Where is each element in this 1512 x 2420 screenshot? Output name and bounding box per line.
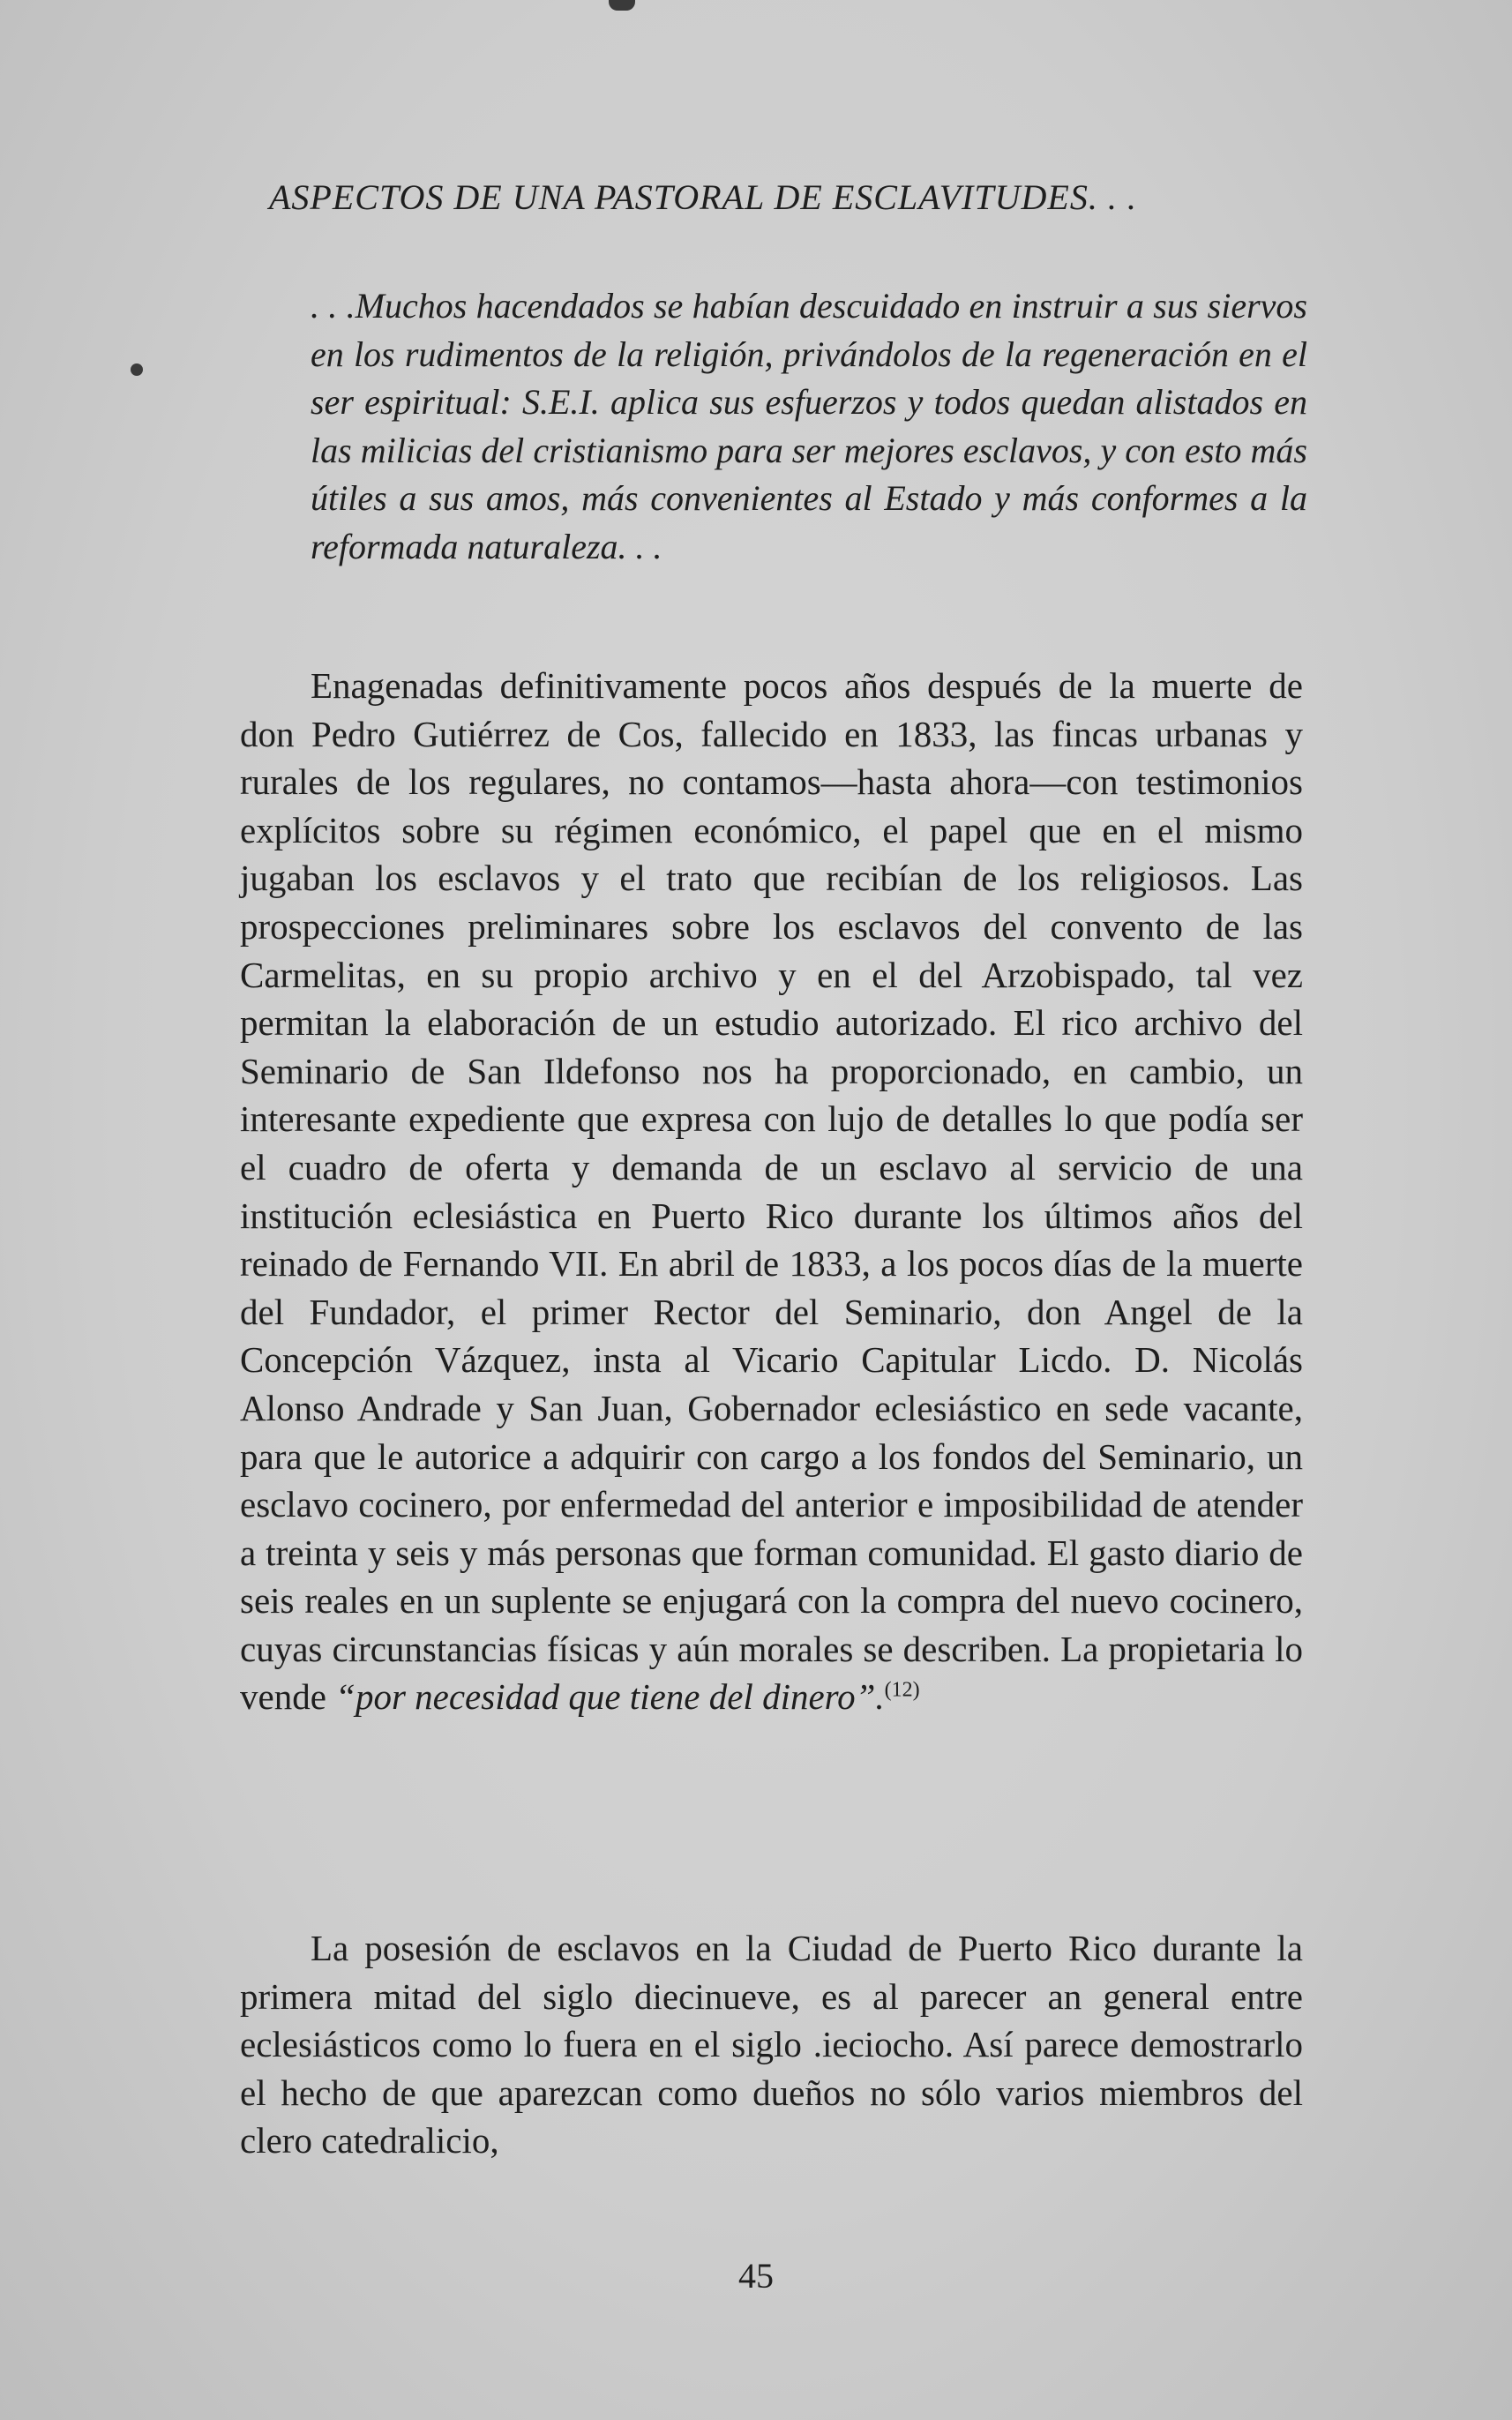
paragraph-1 bbox=[240, 662, 1303, 1721]
ink-mark bbox=[609, 0, 635, 11]
running-header: ASPECTOS DE UNA PASTORAL DE ESCLAVITUDES. . . bbox=[269, 177, 1137, 217]
block-quote: . . .Muchos hacendados se habían descuidado en instruir a sus siervos en los rudimentos de la religión, privándolos de la regeneración en el ser espiritual: S.E.I. aplica sus esfuerzos y todos quedan alistados en las milicias del cristianismo para ser mejores esclavos, y con esto más útiles a sus amos, más convenientes al Estado y más conformes a la reformada naturaleza. . . bbox=[311, 286, 1307, 566]
paragraph-1-text: Enagenadas definitivamente pocos años después de la muerte de don Pedro Gutiérrez de Cos, fallecido en 1833, las fincas urbanas y rurales de los regulares, no contamos—hasta ahora—con testimonios explícitos sobre su régimen económico, el papel que en el mismo jugaban los esclavos y el trato que recibían de los religiosos. Las prospecciones preliminares sobre los esclavos del convento de las Carmelitas, en su propio archivo y en el del Arzobispado, tal vez permitan la elaboración de un estudio autorizado. El rico archivo del Seminario de San Ildefonso nos ha proporcionado, en cambio, un interesante expediente que expresa con lujo de detalles lo que podía ser el cuadro de oferta y demanda de un esclavo al servicio de una institución eclesiástica en Puerto Rico durante los últimos años del reinado de Fernando VII. En abril de 1833, a los pocos días de la muerte del Fundador, el primer Rector del Seminario, don Angel de la Concepción Vázquez, insta al Vicario Capitular Licdo. D. Nicolás Alonso Andrade y San Juan, Gobernador eclesiástico en sede vacante, para que le autorice a adquirir con cargo a los fondos del Seminario, un esclavo cocinero, por enfermedad del anterior e imposibilidad de atender a treinta y seis y más personas que forman comunidad. El gasto diario de seis reales en un suplente se enjugará con la compra del nuevo cocinero, cuyas circunstancias físicas y aún morales se describen. La propietaria lo vende bbox=[240, 665, 1303, 1718]
margin-dot bbox=[131, 363, 143, 376]
paragraph-1-quote: “por necesidad que tiene del dinero”. bbox=[335, 1676, 885, 1718]
footnote-marker: (12) bbox=[884, 1678, 920, 1702]
paragraph-2: La posesión de esclavos en la Ciudad de Puerto Rico durante la primera mitad del siglo diecinueve, es al parecer an general entre eclesiásticos como lo fuera en el siglo .ieciocho. Así parece demostrarlo el hecho de que aparezcan como dueños no sólo varios miembros del clero catedralicio, bbox=[240, 1928, 1303, 2162]
page-number: 45 bbox=[738, 2256, 774, 2296]
